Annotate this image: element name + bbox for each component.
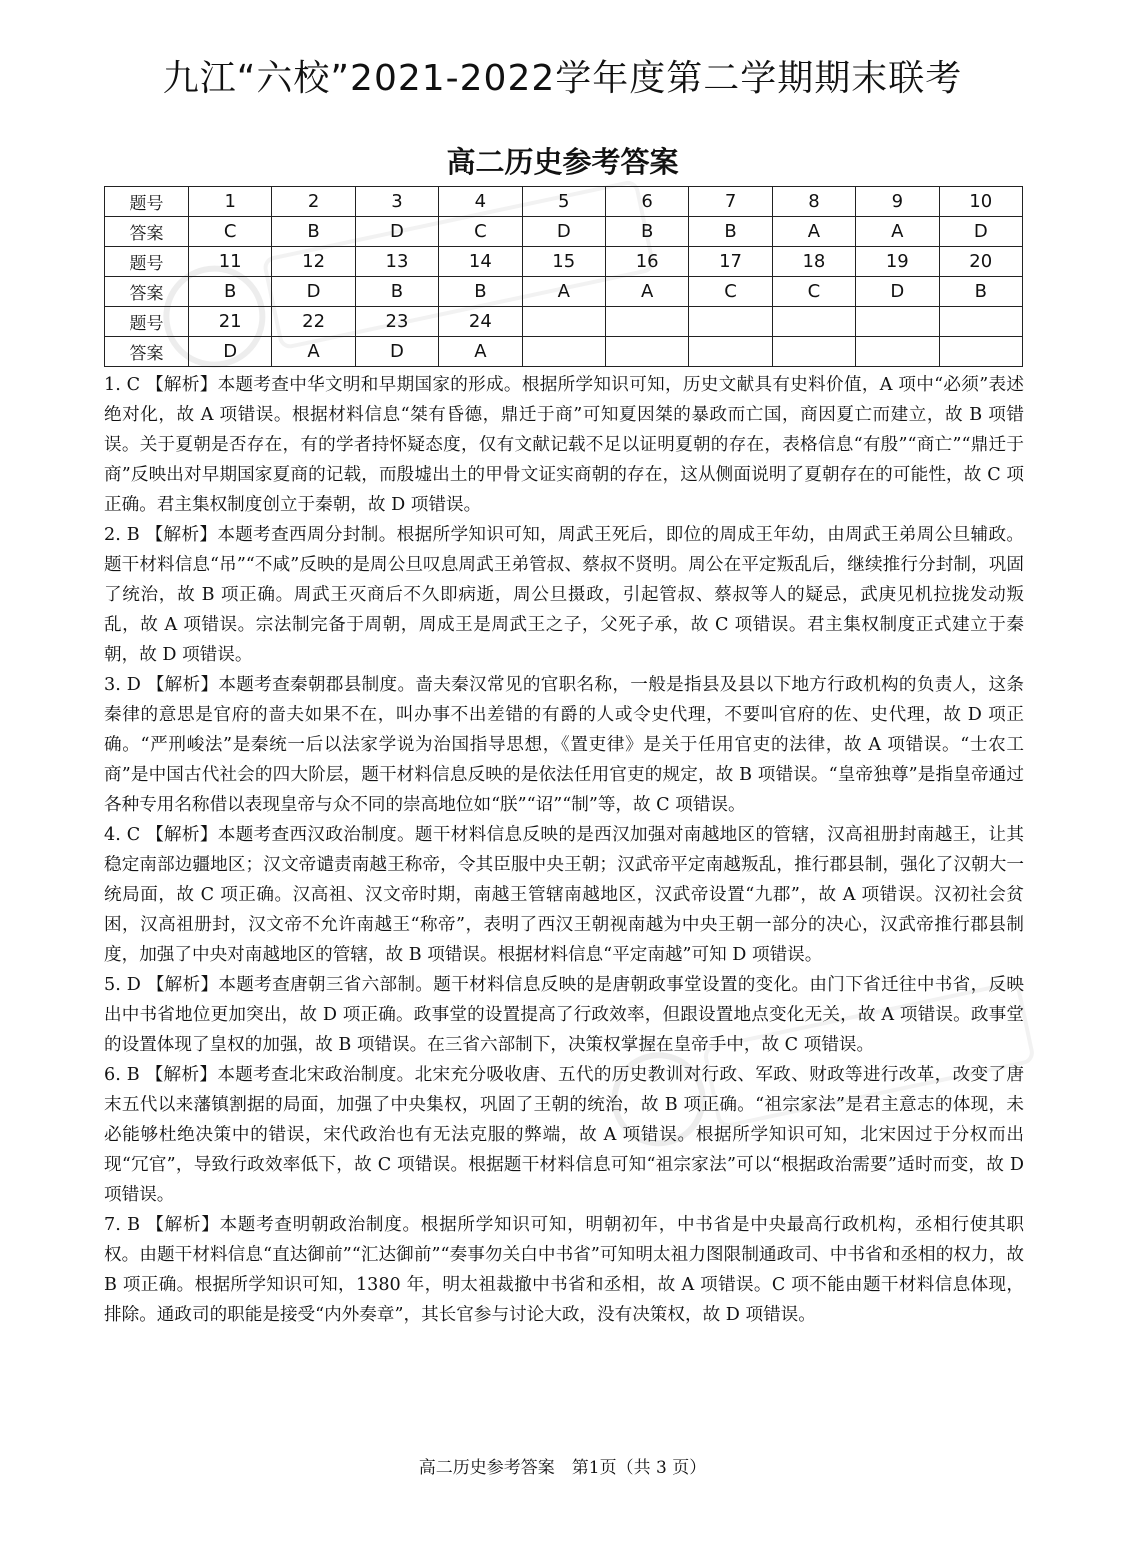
table-cell: A (605, 277, 688, 307)
table-cell: 15 (522, 247, 605, 277)
table-cell (605, 337, 688, 367)
table-cell: A (856, 217, 939, 247)
table-cell: D (189, 337, 272, 367)
table-cell: C (439, 217, 522, 247)
table-cell: B (939, 277, 1022, 307)
answer-table-body (105, 187, 1023, 367)
page-footer: 高二历史参考答案 第1页（共 3 页） (418, 1458, 707, 1478)
explanation-paragraph: 2. B 【解析】本题考查西周分封制。根据所学知识可知，周武王死后，即位的周成王年幼，由周武王弟周公旦辅政。题干材料信息“吊”“不咸”反映的是周公旦叹息周武王弟管叔、蔡叔不贤明。周公在平定叛乱后，继续推行分封制，巩固了统治，故 B 项正确。周武王灭商后不久即病逝，周公旦摄政，引起管叔、蔡叔等人的疑忌，武庚见机拉拢发动叛乱，故 A 项错误。宗法制完备于周朝，周成王是周武王之子，父死子承，故 C 项错误。君主集权制度正式建立于秦朝，故 D 项错误。 (104, 525, 1024, 665)
table-cell (689, 307, 772, 337)
table-row (105, 337, 1023, 367)
table-cell: 16 (605, 247, 688, 277)
table-cell: D (355, 337, 438, 367)
table-cell: B (689, 217, 772, 247)
table-cell: 22 (272, 307, 355, 337)
table-row (105, 307, 1023, 337)
table-cell: D (522, 217, 605, 247)
table-cell: D (272, 277, 355, 307)
table-cell: 18 (772, 247, 855, 277)
explanation-paragraph: 4. C 【解析】本题考查西汉政治制度。题干材料信息反映的是西汉加强对南越地区的管辖，汉高祖册封南越王，让其稳定南部边疆地区；汉文帝谴责南越王称帝，令其臣服中央王朝；汉武帝平定南越叛乱，推行郡县制，强化了汉朝大一统局面，故 C 项正确。汉高祖、汉文帝时期，南越王管辖南越地区，汉武帝设置“九郡”，故 A 项错误。汉初社会贫困，汉高祖册封，汉文帝不允许南越王“称帝”，表明了西汉王朝视南越为中央王朝一部分的决心，汉武帝推行郡县制度，加强了中央对南越地区的管辖，故 B 项错误。根据材料信息“平定南越”可知 D 项错误。 (104, 825, 1024, 965)
table-cell: 3 (355, 187, 438, 217)
table-cell: 23 (355, 307, 438, 337)
explanation-paragraph: 5. D 【解析】本题考查唐朝三省六部制。题干材料信息反映的是唐朝政事堂设置的变化。由门下省迁往中书省，反映出中书省地位更加突出，故 D 项正确。政事堂的设置提高了行政效率，但跟设置地点变化无关，故 A 项错误。政事堂的设置体现了皇权的加强，故 B 项错误。在三省六部制下，决策权掌握在皇帝手中，故 C 项错误。 (104, 975, 1024, 1055)
explanation-paragraph: 7. B 【解析】本题考查明朝政治制度。根据所学知识可知，明朝初年，中书省是中央最高行政机构，丞相行使其职权。由题干材料信息“直达御前”“汇达御前”“奏事勿关白中书省”可知明太祖力图限制通政司、中书省和丞相的权力，故 B 项正确。根据所学知识可知，1380 年，明太祖裁撤中书省和丞相，故 A 项错误。C 项不能由题干材料信息体现，排除。通政司的职能是接受“内外奏章”，其长官参与讨论大政，没有决策权，故 D 项错误。 (104, 1215, 1024, 1325)
table-cell: 21 (189, 307, 272, 337)
row-label: 题号 (105, 247, 189, 277)
explanation-paragraph: 6. B 【解析】本题考查北宋政治制度。北宋充分吸收唐、五代的历史教训对行政、军政、财政等进行改革，改变了唐末五代以来藩镇割据的局面，加强了中央集权，巩固了王朝的统治，故 B 项正确。“祖宗家法”是君主意志的体现，未必能够杜绝决策中的错误，宋代政治也有无法克服的弊端，故 A 项错误。根据所学知识可知，北宋因过于分权而出现“冗官”，导致行政效率低下，故 C 项错误。根据题干材料信息可知“祖宗家法”可以“根据政治需要”适时而变，故 D 项错误。 (104, 1065, 1024, 1205)
page-subtitle: 高二历史参考答案 (446, 145, 679, 179)
table-cell (522, 337, 605, 367)
table-cell: B (439, 277, 522, 307)
table-cell: B (189, 277, 272, 307)
table-cell: 1 (189, 187, 272, 217)
table-row (105, 247, 1023, 277)
table-row (105, 277, 1023, 307)
table-cell: C (772, 277, 855, 307)
table-cell: 20 (939, 247, 1022, 277)
row-label: 答案 (105, 337, 189, 367)
table-cell: B (272, 217, 355, 247)
table-cell: A (772, 217, 855, 247)
page-title: 九江“六校”2021-2022学年度第二学期期末联考 (162, 58, 963, 99)
table-cell: C (189, 217, 272, 247)
table-cell (939, 337, 1022, 367)
table-cell: 14 (439, 247, 522, 277)
table-cell: 17 (689, 247, 772, 277)
table-cell: B (355, 277, 438, 307)
row-label: 题号 (105, 187, 189, 217)
table-cell: 11 (189, 247, 272, 277)
table-cell: 9 (856, 187, 939, 217)
table-row (105, 187, 1023, 217)
explanations-section (104, 370, 1024, 1330)
table-cell: A (439, 337, 522, 367)
table-cell (856, 337, 939, 367)
table-cell (939, 307, 1022, 337)
table-cell: D (355, 217, 438, 247)
explanation-paragraph: 1. C 【解析】本题考查中华文明和早期国家的形成。根据所学知识可知，历史文献具有史料价值，A 项中“必须”表述绝对化，故 A 项错误。根据材料信息“桀有昏德，鼎迁于商”可知夏因桀的暴政而亡国，商因夏亡而建立，故 B 项错误。关于夏朝是否存在，有的学者持怀疑态度，仅有文献记载不足以证明夏朝的存在，表格信息“有殷”“商亡”“鼎迁于商”反映出对早期国家夏商的记载，而殷墟出土的甲骨文证实商朝的存在，这从侧面说明了夏朝存在的可能性，故 C 项正确。君主集权制度创立于秦朝，故 D 项错误。 (104, 375, 1024, 515)
table-cell: 24 (439, 307, 522, 337)
table-cell: 8 (772, 187, 855, 217)
row-label: 答案 (105, 217, 189, 247)
table-cell (605, 307, 688, 337)
table-cell: 2 (272, 187, 355, 217)
table-cell: A (272, 337, 355, 367)
table-cell: B (605, 217, 688, 247)
table-cell (772, 307, 855, 337)
table-row (105, 217, 1023, 247)
table-cell: C (689, 277, 772, 307)
table-cell: 12 (272, 247, 355, 277)
table-cell: 7 (689, 187, 772, 217)
table-cell: 19 (856, 247, 939, 277)
table-cell: D (856, 277, 939, 307)
table-cell (522, 307, 605, 337)
table-cell: D (939, 217, 1022, 247)
row-label: 答案 (105, 277, 189, 307)
table-cell: 6 (605, 187, 688, 217)
table-cell: 13 (355, 247, 438, 277)
table-cell (856, 307, 939, 337)
answer-table (104, 186, 1023, 367)
table-cell: 5 (522, 187, 605, 217)
table-cell (772, 337, 855, 367)
explanation-paragraph: 3. D 【解析】本题考查秦朝郡县制度。啬夫秦汉常见的官职名称，一般是指县及县以下地方行政机构的负责人，这条秦律的意思是官府的啬夫如果不在，叫办事不出差错的有爵的人或令史代理，不要叫官府的佐、史代理，故 D 项正确。“严刑峻法”是秦统一后以法家学说为治国指导思想，《置吏律》是关于任用官吏的法律，故 A 项错误。“士农工商”是中国古代社会的四大阶层，题干材料信息反映的是依法任用官吏的规定，故 B 项错误。“皇帝独尊”是指皇帝通过各种专用名称借以表现皇帝与众不同的崇高地位如“朕”“诏”“制”等，故 C 项错误。 (104, 675, 1024, 815)
row-label: 题号 (105, 307, 189, 337)
table-cell: 10 (939, 187, 1022, 217)
table-cell: A (522, 277, 605, 307)
table-cell (689, 337, 772, 367)
table-cell: 4 (439, 187, 522, 217)
